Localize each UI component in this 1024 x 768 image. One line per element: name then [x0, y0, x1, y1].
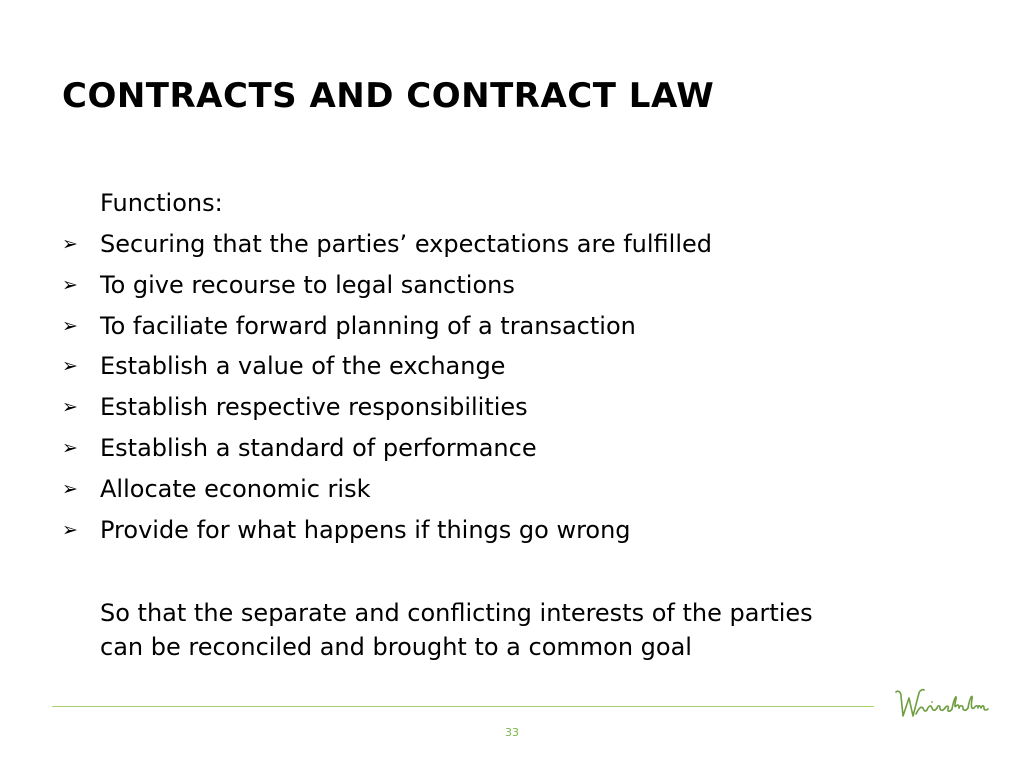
bullet-text: Establish a value of the exchange [100, 352, 506, 381]
bullet-text: Provide for what happens if things go wrong [100, 515, 631, 544]
arrow-bullet-icon: ➢ [62, 273, 78, 296]
arrow-bullet-icon: ➢ [62, 396, 78, 419]
functions-label: Functions: [100, 189, 223, 217]
bullet-text: Securing that the parties’ expectations are fulfilled [100, 230, 712, 258]
bullet-text: Establish a standard of performance [100, 433, 537, 462]
conclusion-text [100, 596, 980, 664]
arrow-bullet-icon: ➢ [62, 233, 78, 255]
bullet-text: Allocate economic risk [100, 474, 371, 503]
arrow-bullet-icon: ➢ [62, 436, 78, 459]
slide-title: CONTRACTS AND CONTRACT LAW [62, 76, 715, 116]
bullet-text: To give recourse to legal sanctions [100, 270, 515, 299]
arrow-bullet-icon: ➢ [62, 518, 78, 541]
arrow-bullet-icon: ➢ [62, 355, 78, 378]
wiersholm-logo [892, 684, 990, 724]
bullet-text: Establish respective responsibilities [100, 393, 528, 422]
page-number: 33 [505, 726, 519, 739]
conclusion-line: So that the separate and conflicting interests of the parties [100, 599, 813, 627]
arrow-bullet-icon: ➢ [62, 477, 78, 500]
conclusion-line: can be reconciled and brought to a common goal [100, 633, 692, 661]
footer-divider [52, 706, 874, 707]
bullet-text: To faciliate forward planning of a transaction [100, 311, 636, 340]
arrow-bullet-icon: ➢ [62, 314, 78, 337]
